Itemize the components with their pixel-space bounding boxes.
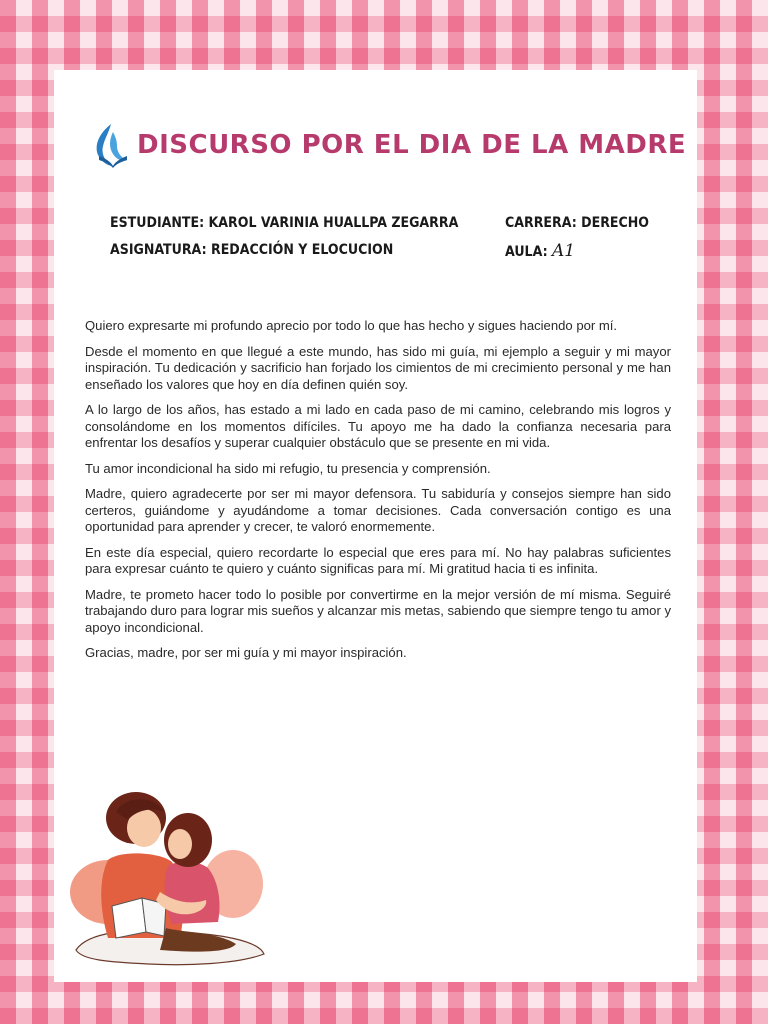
title-row — [91, 122, 686, 168]
flame-book-logo-icon — [91, 122, 131, 168]
speech-body — [85, 318, 671, 671]
paragraph: Desde el momento en que llegué a este mundo, has sido mi guía, mi ejemplo a seguir y mi mayor inspiración. Tu dedicación y sacrificio han forjado los cimientos de mi crecimiento personal y me han enseñado los valores que hoy en día definen quién soy. — [85, 343, 671, 392]
career-field: CARRERA: DERECHO — [505, 215, 649, 231]
classroom-value: A1 — [552, 241, 576, 261]
paragraph: Tu amor incondicional ha sido mi refugio, tu presencia y comprensión. — [85, 460, 491, 476]
paragraph: A lo largo de los años, has estado a mi lado en cada paso de mi camino, celebrando mis logros y consolándome en los momentos difíciles. Tu apoyo me ha dado la confianza necesaria para enfrentar los desafíos y superar cualquier obstáculo que se presente en mi vida. — [85, 402, 671, 450]
classroom-label: AULA: — [505, 244, 548, 260]
student-field: ESTUDIANTE: KAROL VARINIA HUALLPA ZEGARRA — [110, 215, 459, 231]
paragraph: Madre, quiero agradecerte por ser mi mayor defensora. Tu sabiduría y consejos siempre han sido certeros, guiándome y ayudándome a tomar decisiones. Cada conversación contigo es una oportunidad para aprender y crecer, te valoró enormemente. — [85, 486, 671, 534]
page-title: DISCURSO POR EL DIA DE LA MADRE — [137, 130, 687, 160]
document-page — [54, 70, 697, 982]
paragraph: Quiero expresarte mi profundo aprecio por todo lo que has hecho y sigues haciendo por mí. — [85, 318, 618, 333]
paragraph: En este día especial, quiero recordarte lo especial que eres para mí. No hay palabras suficientes para expresar cuánto te quiero y cuánto significas para mí. Mi gratitud hacia ti es infinita. — [85, 544, 671, 576]
paragraph: Madre, te prometo hacer todo lo posible por convertirme en la mejor versión de mí misma. Seguiré trabajando duro para lograr mis sueños y alcanzar mis metas, sabiendo que siempre tengo tu amor y apoyo incondicional. — [85, 586, 671, 635]
classroom-field — [505, 241, 575, 261]
paragraph: Gracias, madre, por ser mi guía y mi mayor inspiración. — [85, 645, 407, 660]
mother-and-child-illustration-icon — [68, 782, 278, 982]
subject-field: ASIGNATURA: REDACCIÓN Y ELOCUCION — [110, 242, 394, 258]
